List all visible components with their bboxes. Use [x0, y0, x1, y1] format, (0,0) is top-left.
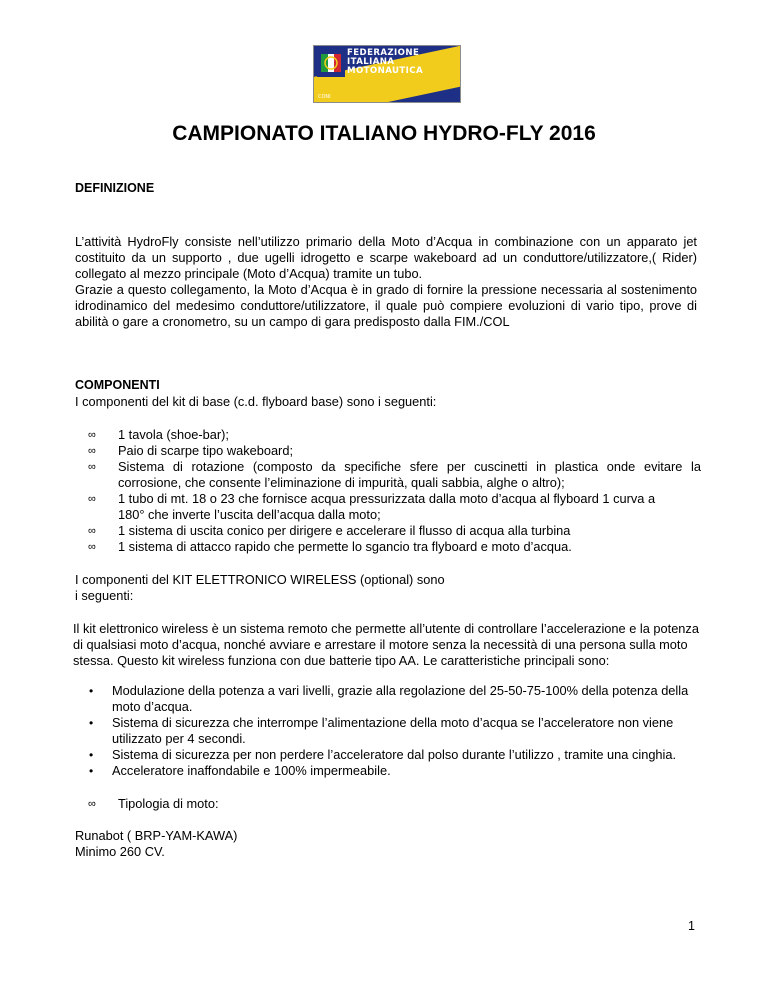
kit-intro-line-2: i seguenti:	[75, 588, 134, 603]
bullet-marker: ∞	[88, 429, 96, 441]
logo-line-2: ITALIANA	[347, 57, 395, 67]
list-item: • Modulazione della potenza a vari livelli, grazie alla regolazione del 25-50-75-100% della potenza della moto d’acqua.	[89, 683, 689, 714]
componenti-intro: I componenti del kit di base (c.d. flyboard base) sono i seguenti:	[75, 394, 437, 409]
list-item: ∞ 1 sistema di uscita conico per dirigere e accelerare il flusso di acqua alla turbina	[88, 523, 571, 538]
componenti-heading: COMPONENTI	[75, 378, 160, 392]
bullet-marker: ∞	[88, 493, 96, 505]
moto-line-1: Runabot ( BRP-YAM-KAWA)	[75, 828, 238, 843]
definizione-paragraph-2: Grazie a questo collegamento, la Moto d’Acqua è in grado di fornire la pressione necessaria al sostenimento idrodinamico del medesimo conduttore/utilizzatore, il quale può compiere evoluzioni di vario tipo, prove di abilità o gare a cronometro, su un campo di gara predisposto dalla FIM./COL	[75, 282, 697, 329]
componenti-list	[75, 427, 701, 555]
list-item: ∞ 1 tavola (shoe-bar);	[88, 427, 229, 442]
bullet-marker: ∞	[88, 525, 96, 537]
kit-features-list	[75, 683, 705, 779]
bullet-marker: •	[89, 684, 94, 698]
bullet-marker: ∞	[88, 461, 96, 473]
list-item: ∞ Paio di scarpe tipo wakeboard;	[88, 443, 293, 458]
bullet-marker: ∞	[88, 798, 96, 810]
logo-line-3: MOTONAUTICA	[347, 66, 423, 76]
list-item: ∞ Sistema di rotazione (composto da specifiche sfere per cuscinetti in plastica onde evitare la corrosione, che consente l’eliminazione di impurità, quali sabbia, alghe o altro);	[88, 459, 701, 490]
bullet-marker: •	[89, 764, 94, 778]
list-item: • Sistema di sicurezza che interrompe l’alimentazione della moto d’acqua se l’acceleratore non viene utilizzato per 4 secondi.	[89, 715, 674, 746]
definizione-paragraph-1: L’attività HydroFly consiste nell’utilizzo primario della Moto d’Acqua in combinazione con un apparato jet costituito da un supporto , due ugelli idrogetto e scarpe wakeboard ad un conduttore/utilizzatore,( Rider) collegato al mezzo principale (Moto d’Acqua) tramite un tubo.	[75, 234, 697, 281]
kit-description: Il kit elettronico wireless è un sistema remoto che permette all’utente di controllare l’accelerazione e la potenza di qualsiasi moto d’acqua, nonché avviare e arrestare il motore senza la necessità di una persona sulla moto stessa. Questo kit wireless funziona con due batterie tipo AA. Le caratteristiche principali sono:	[73, 621, 699, 668]
list-item: • Acceleratore inaffondabile e 100% impermeabile.	[89, 763, 391, 778]
italy-flag-emblem-icon	[317, 49, 345, 77]
bullet-marker: •	[89, 748, 94, 762]
moto-line-2: Minimo 260 CV.	[75, 844, 165, 859]
fim-logo	[313, 45, 461, 103]
page-title: CAMPIONATO ITALIANO HYDRO-FLY 2016	[172, 122, 596, 145]
bullet-marker: ∞	[88, 445, 96, 457]
bullet-marker: •	[89, 716, 94, 730]
page-number: 1	[688, 919, 695, 933]
list-item: ∞ 1 tubo di mt. 18 o 23 che fornisce acqua pressurizzata dalla moto d’acqua al flyboard 1 curva a 180° che inverte l’uscita dell’acqua dalla moto;	[88, 491, 656, 522]
list-item: • Sistema di sicurezza per non perdere l’acceleratore dal polso durante l’utilizzo , tramite una cinghia.	[89, 747, 677, 762]
kit-intro-line-1: I componenti del KIT ELETTRONICO WIRELESS (optional) sono	[75, 572, 445, 587]
bullet-marker: ∞	[88, 541, 96, 553]
logo-line-1: FEDERAZIONE	[347, 48, 420, 58]
list-item: ∞ 1 sistema di attacco rapido che permette lo sgancio tra flyboard e moto d’acqua.	[88, 539, 572, 554]
definizione-heading: DEFINIZIONE	[75, 181, 155, 195]
tipologia-list	[75, 796, 701, 812]
logo-uim-mark: UIM	[445, 94, 455, 100]
logo-coni-mark: CONI	[318, 94, 331, 100]
list-item: ∞ Tipologia di moto:	[88, 796, 219, 811]
